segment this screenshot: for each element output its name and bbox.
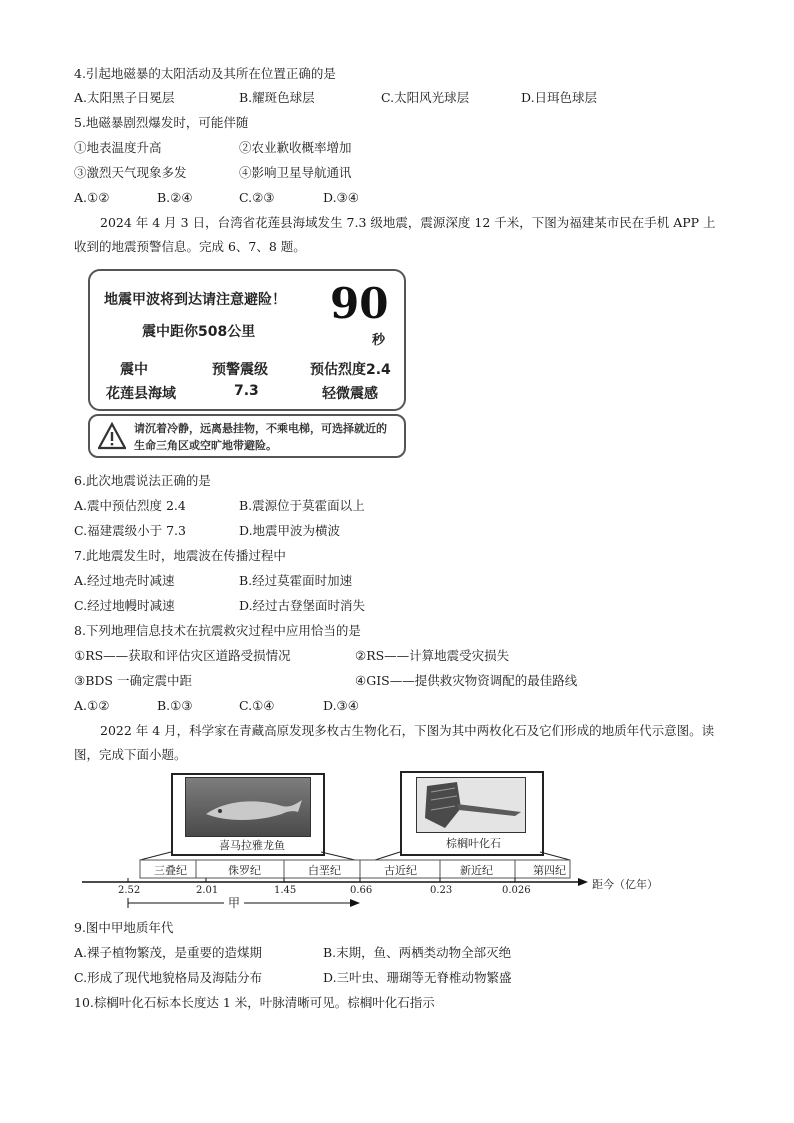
q7-option-d: D.经过古登堡面时消失 xyxy=(239,598,366,613)
q4-option-a: A.太阳黑子日冕层 xyxy=(74,90,175,105)
q7-option-c: C.经过地幔时减速 xyxy=(74,598,175,613)
q5-option-c: C.②③ xyxy=(239,190,275,205)
q8-item-3: ③BDS 一确定震中距 xyxy=(74,673,192,688)
q8-item-4: ④GIS——提供救灾物资调配的最佳路线 xyxy=(355,673,578,688)
era-band xyxy=(140,860,570,878)
q6-stem: 6.此次地震说法正确的是 xyxy=(74,473,211,488)
bracket-label-jia: 甲 xyxy=(228,896,241,910)
era-cretaceous: 白垩纪 xyxy=(308,864,341,877)
q5-option-d: D.③④ xyxy=(323,190,359,205)
tick-label-145: 1.45 xyxy=(274,885,297,896)
passage-earthquake: 2024 年 4 月 3 日，台湾省花莲县海域发生 7.3 级地震，震源深度 12 千米，下图为福建某市民在手机 APP 上收到的地震预警信息。完成 6、7、8 题。 xyxy=(74,215,716,254)
alert-epicenter-label: 震中 xyxy=(120,362,148,378)
q8-item-2: ②RS——计算地震受灾损失 xyxy=(355,648,510,663)
q8-option-a: A.①② xyxy=(74,698,110,713)
alert-distance: 震中距你508公里 xyxy=(142,324,256,340)
alert-intensity-label: 预估烈度2.4 xyxy=(310,362,391,378)
era-paleogene: 古近纪 xyxy=(384,864,417,877)
q8-stem: 8.下列地理信息技术在抗震救灾过程中应用恰当的是 xyxy=(74,623,361,638)
q9-option-d: D.三叶虫、珊瑚等无脊椎动物繁盛 xyxy=(323,970,512,985)
palm-connector-left xyxy=(375,852,400,860)
tick-label-023: 0.23 xyxy=(430,885,453,896)
q4-option-d: D.日珥色球层 xyxy=(521,90,598,105)
tick-label-0026: 0.026 xyxy=(502,885,531,896)
q5-item-4: ④影响卫星导航通讯 xyxy=(239,165,352,180)
q8-option-b: B.①③ xyxy=(157,698,193,713)
q6-option-d: D.地震甲波为横波 xyxy=(239,523,341,538)
era-triassic: 三叠纪 xyxy=(154,864,187,877)
alert-intensity-value: 轻微震感 xyxy=(322,386,378,402)
passage-fossils: 2022 年 4 月，科学家在青藏高原发现多枚古生物化石，下图为其中两枚化石及它们形成的地质年代示意图。读图，完成下面小题。 xyxy=(74,723,715,762)
palm-connector-right xyxy=(540,852,570,860)
tick-label-252: 2.52 xyxy=(118,885,141,896)
q4-stem: 4.引起地磁暴的太阳活动及其所在位置正确的是 xyxy=(74,66,336,81)
q9-option-b: B.末期，鱼、两栖类动物全部灭绝 xyxy=(323,945,512,960)
alert-tip-text: 请沉着冷静，远离悬挂物，不乘电梯，可选择就近的生命三角区或空旷地带避险。 xyxy=(134,422,387,452)
alert-epicenter-value: 花莲县海域 xyxy=(106,386,176,402)
q9-option-a: A.裸子植物繁茂，是重要的造煤期 xyxy=(74,945,263,960)
q4-option-c: C.太阳风光球层 xyxy=(381,90,470,105)
q8-option-c: C.①④ xyxy=(239,698,275,713)
fossil-caption-fish: 喜马拉雅龙鱼 xyxy=(219,839,285,852)
fossil-caption-palm: 棕榈叶化石 xyxy=(446,837,501,850)
q5-item-3: ③激烈天气现象多发 xyxy=(74,165,187,180)
era-jurassic: 侏罗纪 xyxy=(228,864,261,877)
q5-option-b: B.②④ xyxy=(157,190,193,205)
alert-magnitude-value: 7.3 xyxy=(234,383,259,399)
alert-countdown: 90 xyxy=(330,279,389,328)
q8-option-d: D.③④ xyxy=(323,698,359,713)
q9-option-c: C.形成了现代地貌格局及海陆分布 xyxy=(74,970,263,985)
q9-stem: 9.图中甲地质年代 xyxy=(74,920,174,935)
q6-option-c: C.福建震级小于 7.3 xyxy=(74,523,186,538)
q5-stem: 5.地磁暴剧烈爆发时，可能伴随 xyxy=(74,115,249,130)
era-quaternary: 第四纪 xyxy=(533,864,566,877)
q6-option-a: A.震中预估烈度 2.4 xyxy=(74,498,186,513)
q5-item-1: ①地表温度升高 xyxy=(74,140,162,155)
alert-headline: 地震甲波将到达请注意避险！ xyxy=(104,292,286,308)
bracket-arrow-icon xyxy=(350,899,360,907)
tick-label-201: 2.01 xyxy=(196,885,219,896)
q4-option-b: B.耀斑色球层 xyxy=(239,90,315,105)
q5-item-2: ②农业歉收概率增加 xyxy=(239,140,352,155)
q5-option-a: A.①② xyxy=(74,190,110,205)
q6-option-b: B.震源位于莫霍面以上 xyxy=(239,498,365,513)
q10-stem: 10.棕榈叶化石标本长度达 1 米，叶脉清晰可见。棕榈叶化石指示 xyxy=(74,995,435,1010)
q7-option-b: B.经过莫霍面时加速 xyxy=(239,573,353,588)
axis-arrow-icon xyxy=(578,878,588,886)
alert-magnitude-label: 预警震级 xyxy=(212,362,268,378)
era-neogene: 新近纪 xyxy=(460,864,493,877)
q8-item-1: ①RS——获取和评估灾区道路受损情况 xyxy=(74,648,291,663)
tick-label-066: 0.66 xyxy=(350,885,373,896)
q7-stem: 7.此地震发生时，地震波在传播过程中 xyxy=(74,548,286,563)
fish-connector-left xyxy=(140,852,171,860)
axis-label: 距今（亿年） xyxy=(592,878,658,891)
q7-option-a: A.经过地壳时减速 xyxy=(74,573,175,588)
alert-countdown-unit: 秒 xyxy=(372,333,386,348)
fish-connector-right xyxy=(321,852,355,860)
